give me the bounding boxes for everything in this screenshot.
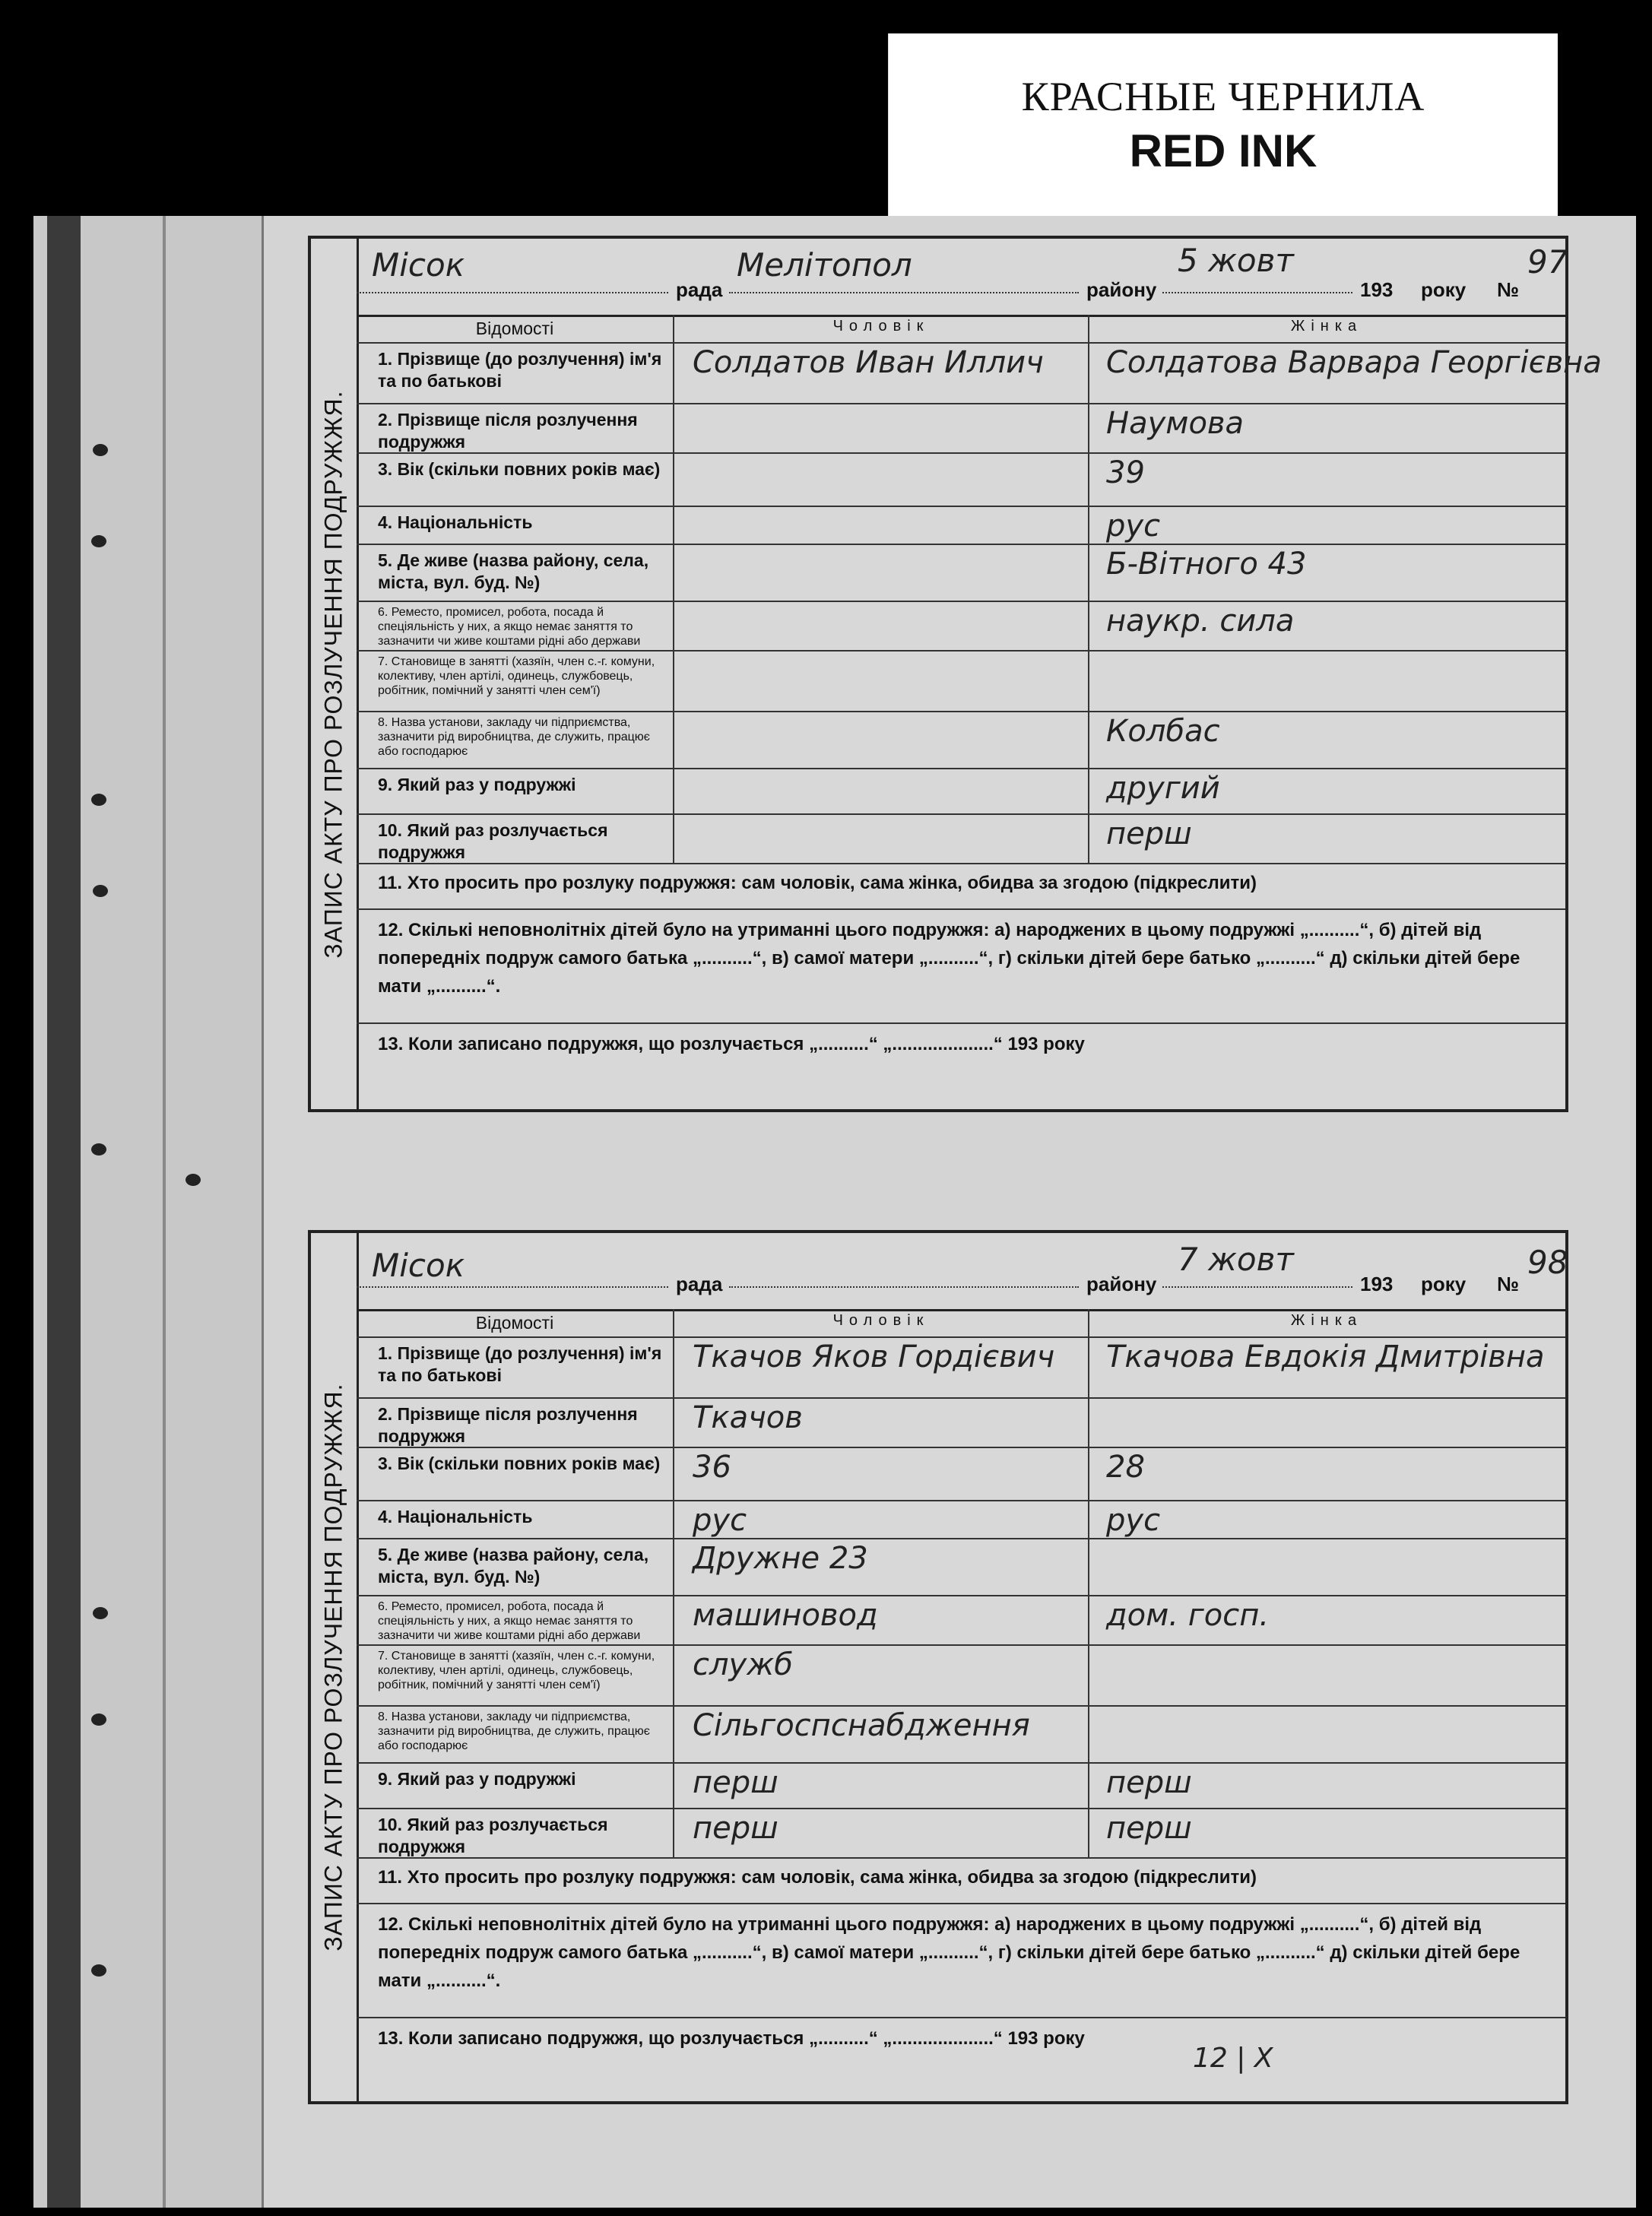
form-row bbox=[357, 1644, 1565, 1707]
form-row bbox=[357, 1447, 1565, 1501]
form-row bbox=[357, 403, 1565, 454]
man-value: Сільгоспснабдження bbox=[693, 1708, 1030, 1743]
woman-value: перш bbox=[1106, 1811, 1192, 1846]
form-row bbox=[357, 711, 1565, 769]
raion-label: району bbox=[1086, 1273, 1157, 1295]
punch-hole bbox=[93, 885, 108, 897]
column-header-row bbox=[357, 315, 1565, 344]
side-title-box bbox=[311, 1233, 359, 2101]
form-row bbox=[357, 452, 1565, 507]
raion-label: району bbox=[1086, 278, 1157, 301]
col-woman-head: Жінка bbox=[1290, 1312, 1363, 1329]
woman-value: Колбас bbox=[1106, 714, 1220, 749]
record-header bbox=[357, 1233, 1568, 1311]
col-info-head: Відомості bbox=[357, 1309, 674, 1336]
row-label: 9. Який раз у подружжі bbox=[357, 1762, 674, 1808]
row-label: 8. Назва установи, закладу чи підприємства, зазначити рід виробництва, де служить, працює або господарює bbox=[357, 711, 674, 768]
woman-value: Наумова bbox=[1106, 406, 1244, 441]
year-label: 193 bbox=[1360, 278, 1394, 301]
form-row bbox=[357, 1705, 1565, 1764]
row-label: 5. Де живе (назва району, села, міста, вул. буд. №) bbox=[357, 1538, 674, 1595]
divorce-record-2 bbox=[308, 1230, 1568, 2104]
punch-hole bbox=[91, 1143, 106, 1156]
row-13-marriage-date: 13. Коли записано подружжя, що розлучається „..........“ „....................“ 193 року bbox=[378, 2028, 1085, 2049]
date-handwriting: 7 жовт bbox=[1178, 1241, 1294, 1278]
form-row bbox=[357, 342, 1602, 404]
row-label: 1. Прізвище (до розлучення) ім'я та по батькові bbox=[357, 1336, 674, 1397]
woman-value: Б-Вітного 43 bbox=[1106, 547, 1307, 582]
form-row bbox=[357, 506, 1565, 545]
rada-label: рада bbox=[676, 1273, 723, 1295]
place-handwriting: Місок bbox=[372, 1247, 465, 1284]
spine-fold bbox=[163, 216, 166, 2208]
row-label: 8. Назва установи, закладу чи підприємства, зазначити рід виробництва, де служить, працює або господарює bbox=[357, 1705, 674, 1762]
number-handwriting: 98 bbox=[1527, 1244, 1568, 1281]
row-13-date-handwriting: 12 | X bbox=[1193, 2043, 1273, 2074]
roku-label: року bbox=[1421, 278, 1467, 301]
punch-hole bbox=[91, 1714, 106, 1726]
col-man-head: Чоловік bbox=[832, 318, 930, 334]
man-value: перш bbox=[693, 1765, 778, 1800]
woman-value: 28 bbox=[1106, 1450, 1145, 1485]
form-row bbox=[357, 1762, 1565, 1809]
form-row bbox=[357, 1808, 1565, 1859]
man-value: Ткачов Яков Гордієвич bbox=[693, 1339, 1055, 1374]
row-label: 1. Прізвище (до розлучення) ім'я та по батькові bbox=[357, 342, 674, 403]
column-header-row bbox=[357, 1309, 1565, 1338]
row-label: 3. Вік (скільки повних років має) bbox=[357, 452, 674, 506]
man-value: Дружне 23 bbox=[693, 1541, 868, 1576]
col-info-head: Відомості bbox=[357, 315, 674, 342]
woman-value: перш bbox=[1106, 1765, 1192, 1800]
side-title: ЗАПИС АКТУ ПРО РОЗЛУЧЕННЯ ПОДРУЖЖЯ. bbox=[319, 1383, 347, 1951]
row-label: 10. Який раз розлучається подружжя bbox=[357, 813, 674, 863]
col-man-head: Чоловік bbox=[832, 1312, 930, 1329]
spine-strip bbox=[47, 216, 81, 2208]
row-label: 7. Становище в занятті (хазяїн, член с.-г. комуни, колективу, член артілі, одинець, службовець, робітник, помічний у занятті член сем'ї) bbox=[357, 1644, 674, 1705]
red-ink-label-card bbox=[888, 33, 1558, 224]
woman-value: рус bbox=[1106, 509, 1161, 544]
man-value: перш bbox=[693, 1811, 778, 1846]
district-handwriting: Мелітопол bbox=[737, 246, 912, 284]
woman-value: Ткачова Евдокія Дмитрівна bbox=[1106, 1339, 1545, 1374]
place-handwriting: Місок bbox=[372, 246, 465, 284]
form-row bbox=[357, 1500, 1565, 1539]
row-11-requester: 11. Хто просить про розлуку подружжя: сам чоловік, сама жінка, обидва за згодою (підкреслити) bbox=[357, 863, 1565, 910]
number-handwriting: 97 bbox=[1527, 243, 1568, 281]
row-12-children: 12. Скількі неповнолітніх дітей було на утриманні цього подружжя: а) народжених в цьому подружжі „..........“, б) дітей від попередніх подруж самого батька „..........“, в) самої матери „..........“, г) скільки дітей бере батько „..........“ д) скільки дітей бере мати „..........“. bbox=[357, 1904, 1565, 2018]
row-label: 6. Реместо, промисел, робота, посада й спеціяльність у них, а якщо немає заняття то зазначити чи живе коштами рідні або держави bbox=[357, 601, 674, 650]
number-label: № bbox=[1497, 278, 1519, 301]
form-row bbox=[357, 768, 1565, 815]
row-label: 2. Прізвище після розлучення подружжя bbox=[357, 1397, 674, 1447]
form-row bbox=[357, 1336, 1565, 1399]
punch-hole bbox=[91, 1964, 106, 1977]
form-row bbox=[357, 650, 1565, 712]
form-row bbox=[357, 1595, 1565, 1646]
woman-value: Солдатова Варвара Георгієвна bbox=[1106, 345, 1602, 380]
form-row bbox=[357, 813, 1565, 864]
col-woman-head: Жінка bbox=[1290, 318, 1363, 334]
man-value: рус bbox=[693, 1503, 747, 1538]
form-row bbox=[357, 1538, 1565, 1596]
date-handwriting: 5 жовт bbox=[1178, 242, 1294, 279]
woman-value: рус bbox=[1106, 1503, 1161, 1538]
rada-label: рада bbox=[676, 278, 723, 301]
roku-label: року bbox=[1421, 1273, 1467, 1295]
side-title-box bbox=[311, 239, 359, 1109]
man-value: машиновод bbox=[693, 1598, 878, 1633]
form-row bbox=[357, 601, 1565, 651]
punch-hole bbox=[93, 1607, 108, 1619]
year-label: 193 bbox=[1360, 1273, 1394, 1295]
row-label: 7. Становище в занятті (хазяїн, член с.-г. комуни, колективу, член артілі, одинець, службовець, робітник, помічний у занятті член сем'ї) bbox=[357, 650, 674, 711]
punch-hole bbox=[93, 444, 108, 456]
row-label: 9. Який раз у подружжі bbox=[357, 768, 674, 813]
man-value: 36 bbox=[693, 1450, 731, 1485]
woman-value: перш bbox=[1106, 816, 1192, 851]
punch-hole bbox=[185, 1174, 201, 1186]
woman-value: 39 bbox=[1106, 455, 1145, 490]
divorce-record-1 bbox=[308, 236, 1602, 1112]
row-label: 10. Який раз розлучається подружжя bbox=[357, 1808, 674, 1857]
label-en: RED INK bbox=[1129, 125, 1317, 176]
punch-hole bbox=[91, 794, 106, 806]
woman-value: наукр. сила bbox=[1106, 604, 1295, 639]
form-row bbox=[357, 544, 1565, 602]
row-11-requester: 11. Хто просить про розлуку подружжя: сам чоловік, сама жінка, обидва за згодою (підкреслити) bbox=[357, 1857, 1565, 1904]
woman-value: дом. госп. bbox=[1106, 1598, 1270, 1633]
row-label: 4. Національність bbox=[357, 1500, 674, 1538]
number-label: № bbox=[1497, 1273, 1519, 1295]
row-label: 4. Національність bbox=[357, 506, 674, 544]
form-row bbox=[357, 1397, 1565, 1448]
row-label: 2. Прізвище після розлучення подружжя bbox=[357, 403, 674, 452]
label-ru: КРАСНЫЕ ЧЕРНИЛА bbox=[1021, 74, 1425, 119]
punch-hole bbox=[91, 535, 106, 547]
man-value: Ткачов bbox=[693, 1400, 803, 1435]
row-13-marriage-date: 13. Коли записано подружжя, що розлучається „..........“ „....................“ 193 року bbox=[378, 1034, 1085, 1054]
row-label: 5. Де живе (назва району, села, міста, вул. буд. №) bbox=[357, 544, 674, 601]
woman-value: другий bbox=[1106, 771, 1220, 806]
side-title: ЗАПИС АКТУ ПРО РОЗЛУЧЕННЯ ПОДРУЖЖЯ. bbox=[319, 389, 347, 959]
man-value: служб bbox=[693, 1647, 793, 1682]
record-header bbox=[357, 239, 1568, 317]
row-label: 3. Вік (скільки повних років має) bbox=[357, 1447, 674, 1500]
row-12-children: 12. Скількі неповнолітніх дітей було на утриманні цього подружжя: а) народжених в цьому подружжі „..........“, б) дітей від попередніх подруж самого батька „..........“, в) самої матери „..........“, г) скільки дітей бере батько „..........“ д) скільки дітей бере мати „..........“. bbox=[357, 910, 1565, 1024]
man-value: Солдатов Иван Иллич bbox=[693, 345, 1044, 380]
binding-spine bbox=[33, 216, 264, 2208]
row-label: 6. Реместо, промисел, робота, посада й спеціяльність у них, а якщо немає заняття то зазначити чи живе коштами рідні або держави bbox=[357, 1595, 674, 1644]
